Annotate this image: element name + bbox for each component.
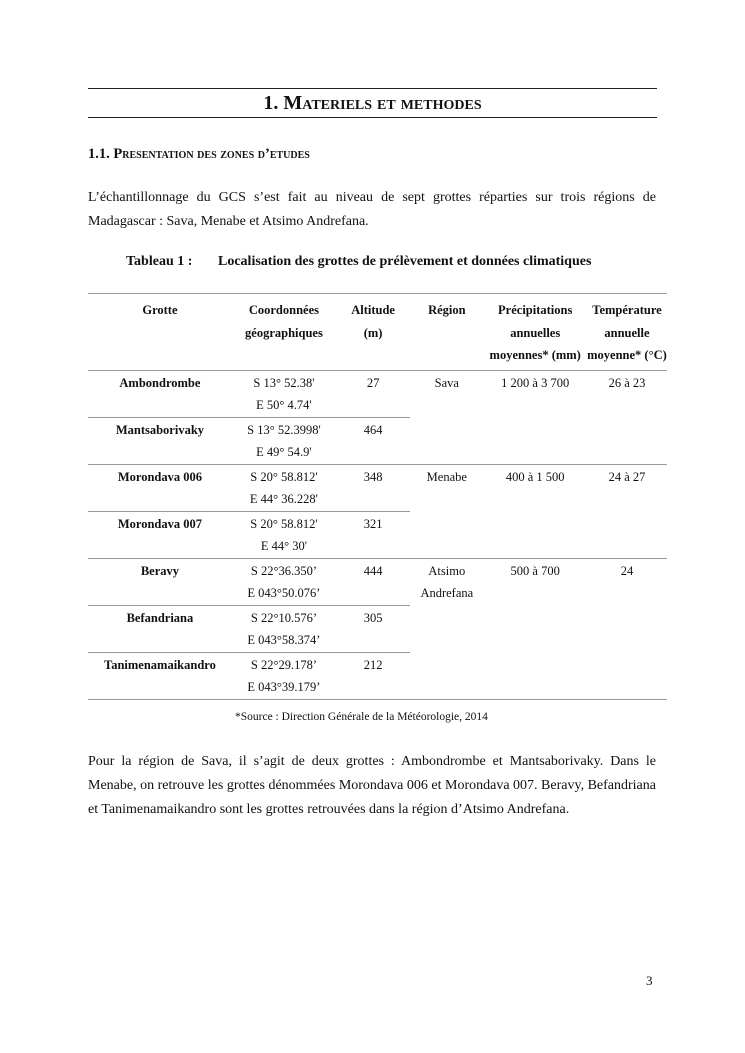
table-source-note: *Source : Direction Générale de la Météorologie, 2014 [235, 711, 488, 723]
cell-grotte: Befandriana [88, 605, 232, 652]
cell-latitude: S 22°10.576’ [250, 610, 317, 625]
header-temperature [587, 294, 667, 371]
cell-coordinates [232, 370, 336, 417]
cell-coordinates [232, 605, 336, 652]
section-number: 1.1. [88, 146, 114, 162]
cell-coordinates [232, 417, 336, 464]
cell-temperature: 24 à 27 [587, 464, 667, 558]
table-row [88, 370, 667, 417]
cell-precipitations: 1 200 à 3 700 [483, 370, 587, 464]
cell-latitude: S 20° 58.812' [250, 469, 318, 484]
cell-altitude: 27 [336, 370, 410, 417]
cell-longitude: E 44° 30' [260, 539, 307, 553]
cell-coordinates [232, 464, 336, 511]
section-heading [88, 146, 310, 163]
cell-latitude: S 13° 52.3998' [247, 422, 321, 437]
cell-grotte: Beravy [88, 558, 232, 605]
cell-precipitations: 500 à 700 [483, 558, 587, 699]
cell-longitude: E 043°58.374’ [247, 633, 321, 647]
table-caption-label: Tableau 1 : [126, 254, 193, 269]
chapter-number: 1. [263, 92, 284, 114]
chapter-title-rest: ateriels et methodes [302, 92, 482, 114]
cell-latitude: S 13° 52.38' [253, 375, 315, 390]
chapter-title [88, 88, 657, 118]
cell-longitude: E 50° 4.74' [256, 398, 312, 412]
caves-table [88, 293, 667, 700]
chapter-title-initial: M [283, 92, 303, 114]
cell-latitude: S 22°29.178’ [250, 657, 317, 672]
intro-paragraph: L’échantillonnage du GCS s’est fait au niveau de sept grottes réparties sur trois régions de Madagascar : Sava, Menabe et Atsimo Andrefana. [88, 190, 656, 229]
conclusion-paragraph: Pour la région de Sava, il s’agit de deux grottes : Ambondrombe et Mantsaborivaky. Dans le Menabe, on retrouve les grottes dénommées Morondava 006 et Morondava 007. Beravy, Befandriana et Tanimenamaikandro sont les grottes retrouvées dans la région d’Atsimo Andrefana. [88, 754, 656, 817]
cell-region [410, 558, 483, 699]
cell-grotte: Tanimenamaikandro [88, 652, 232, 699]
header-coordinates [232, 294, 336, 371]
cell-altitude: 348 [336, 464, 410, 511]
header-temperature-text: Température annuelle moyenne* (°C) [587, 303, 667, 362]
cell-longitude: E 44° 36.228' [249, 492, 318, 506]
cell-coordinates [232, 652, 336, 699]
page-number: 3 [646, 973, 653, 988]
cell-altitude: 212 [336, 652, 410, 699]
table-row [88, 464, 667, 511]
header-precipitations [483, 294, 587, 371]
cell-grotte: Mantsaborivaky [88, 417, 232, 464]
cell-region-text: Atsimo Andrefana [420, 563, 474, 600]
table-header-row [88, 294, 667, 371]
header-altitude [336, 294, 410, 371]
cell-altitude: 444 [336, 558, 410, 605]
header-grotte: Grotte [142, 303, 178, 317]
cell-grotte: Ambondrombe [88, 370, 232, 417]
cell-longitude: E 49° 54.9' [256, 445, 312, 459]
cell-temperature: 24 [587, 558, 667, 699]
table-row [88, 558, 667, 605]
cell-latitude: S 22°36.350’ [250, 563, 317, 578]
header-coordinates-text: Coordonnées géographiques [245, 303, 323, 340]
cell-altitude: 464 [336, 417, 410, 464]
cell-precipitations: 400 à 1 500 [483, 464, 587, 558]
cell-altitude: 321 [336, 511, 410, 558]
section-title-initial: P [113, 146, 123, 162]
table-caption-text: Localisation des grottes de prélèvement et données climatiques [218, 254, 592, 269]
header-altitude-text: Altitude (m) [351, 303, 395, 340]
cell-temperature: 26 à 23 [587, 370, 667, 464]
cell-longitude: E 043°50.076’ [247, 586, 321, 600]
cell-coordinates [232, 558, 336, 605]
cell-coordinates [232, 511, 336, 558]
cell-region: Menabe [410, 464, 483, 558]
header-precipitations-text: Précipitations annuelles moyennes* (mm) [489, 303, 581, 362]
cell-grotte: Morondava 007 [88, 511, 232, 558]
cell-longitude: E 043°39.179’ [247, 680, 321, 694]
cell-grotte: Morondava 006 [88, 464, 232, 511]
table-caption [126, 254, 591, 270]
header-region: Région [428, 303, 466, 317]
cell-altitude: 305 [336, 605, 410, 652]
cell-region: Sava [410, 370, 483, 464]
cell-latitude: S 20° 58.812' [250, 516, 318, 531]
section-title-rest: resentation des zones d’etudes [122, 146, 310, 162]
